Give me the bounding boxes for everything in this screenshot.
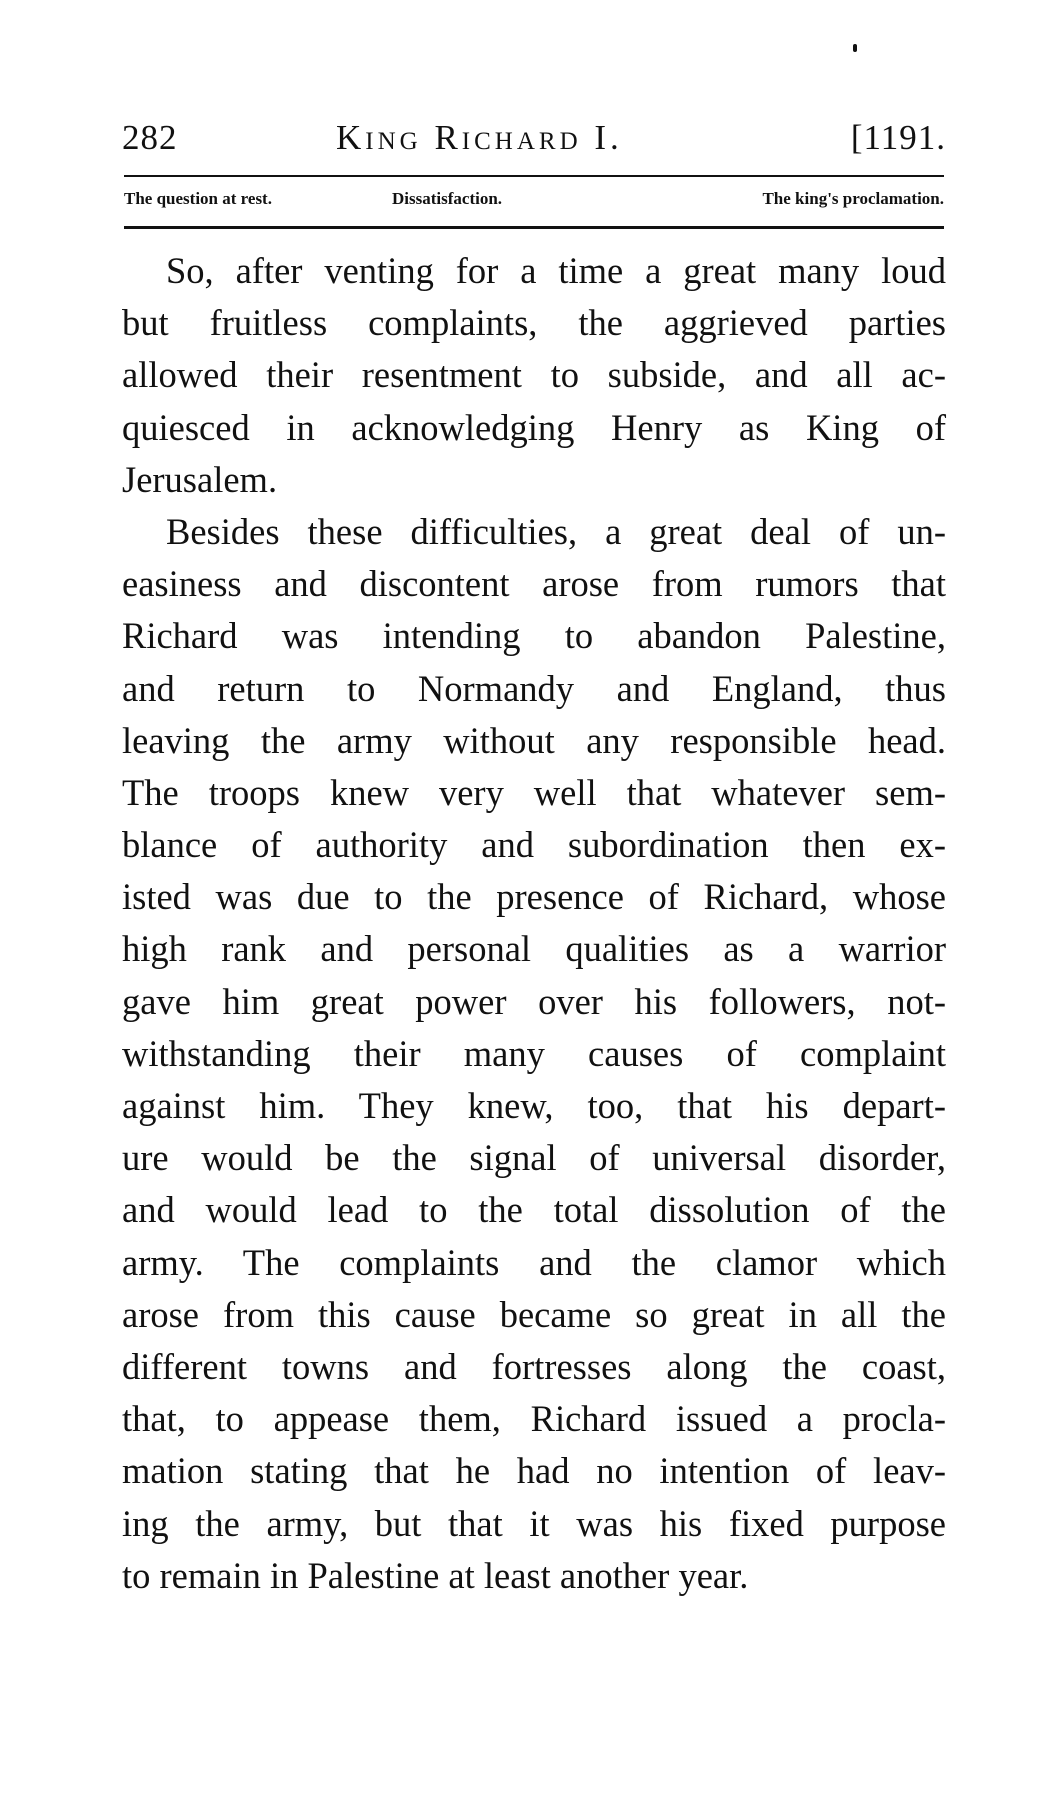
text-line: but fruitless complaints, the aggrieved parties xyxy=(122,302,946,344)
text-line: arose from this cause became so great in all the xyxy=(122,1293,946,1335)
text-line: isted was due to the presence of Richard, whose xyxy=(122,876,946,918)
text-line: Jerusalem. xyxy=(122,458,278,500)
subheading-question-at-rest: The question at rest. xyxy=(124,189,272,208)
text-line: that, to appease them, Richard issued a procla- xyxy=(122,1398,946,1440)
text-line: mation stating that he had no intention of leav- xyxy=(122,1450,946,1492)
text-line: So, after venting for a time a great many loud xyxy=(166,250,946,291)
text-line: easiness and discontent arose from rumors that xyxy=(122,563,946,605)
text-line: army. The complaints and the clamor which xyxy=(122,1241,946,1283)
text-line: gave him great power over his followers, not- xyxy=(122,980,946,1022)
running-header xyxy=(122,118,946,164)
body-text xyxy=(122,245,946,1602)
header-rule-top xyxy=(124,175,944,177)
text-line: and would lead to the total dissolution of the xyxy=(122,1189,946,1231)
marginal-subheadings xyxy=(124,189,944,217)
header-rule-bottom xyxy=(124,226,944,229)
subheading-kings-proclamation: The king's proclamation. xyxy=(762,189,944,208)
ink-speck xyxy=(853,44,857,52)
text-line: against him. They knew, too, that his depart- xyxy=(122,1085,946,1126)
text-line: withstanding their many causes of complaint xyxy=(122,1032,946,1074)
text-line: The troops knew very well that whatever sem- xyxy=(122,771,946,813)
text-line: Richard was intending to abandon Palestine, xyxy=(122,615,946,657)
paragraph-2 xyxy=(122,506,946,1602)
subheading-dissatisfaction: Dissatisfaction. xyxy=(392,189,503,208)
text-line: allowed their resentment to subside, and all ac- xyxy=(122,354,946,396)
text-line: leaving the army without any responsible head. xyxy=(122,719,946,761)
year-marker: [1191. xyxy=(850,118,946,157)
text-line: Besides these difficulties, a great deal of un- xyxy=(166,510,946,552)
text-line: and return to Normandy and England, thus xyxy=(122,667,946,709)
text-line: high rank and personal qualities as a warrior xyxy=(122,928,946,970)
page-number: 282 xyxy=(122,118,178,157)
text-line: blance of authority and subordination then ex- xyxy=(122,824,946,866)
text-line: ure would be the signal of universal disorder, xyxy=(122,1137,946,1179)
paragraph-1 xyxy=(122,245,946,506)
text-line: to remain in Palestine at least another year. xyxy=(122,1554,749,1596)
text-line: quiesced in acknowledging Henry as King of xyxy=(122,406,946,448)
running-title: King Richard I. xyxy=(336,118,623,157)
text-line: different towns and fortresses along the coast, xyxy=(122,1345,946,1387)
text-line: ing the army, but that it was his fixed purpose xyxy=(122,1502,946,1544)
